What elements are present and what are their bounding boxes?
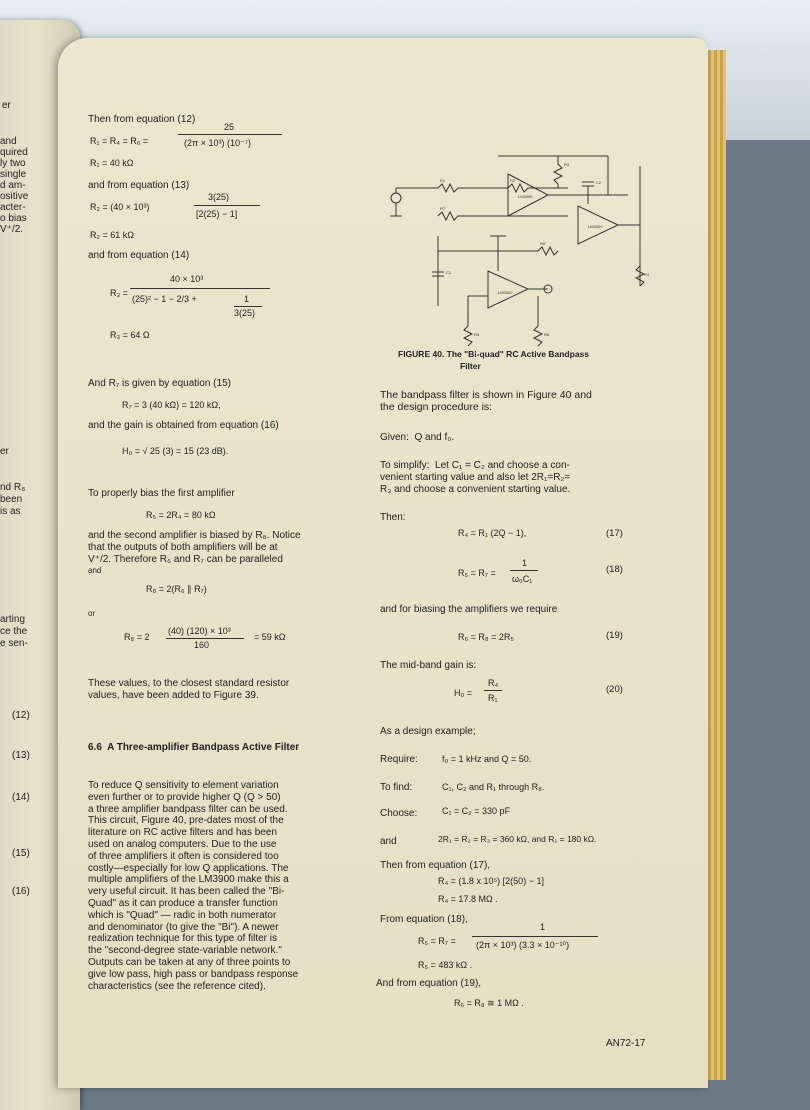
section-title: 6.6 A Three-amplifier Bandpass Active Filter: [88, 742, 300, 753]
eq13-bar: [194, 205, 260, 206]
eq12-num: 25: [224, 122, 235, 132]
require-value: f₀ = 1 kHz and Q = 50.: [442, 754, 532, 764]
figure-label: R8: [540, 241, 546, 246]
left-frag-12: been: [0, 494, 23, 505]
eq13-den: [2(25) − 1]: [196, 209, 238, 219]
r7-text: And R₇ is given by equation (15): [88, 378, 231, 389]
from19: And from equation (19),: [376, 978, 482, 989]
amp-label: LM3900: [518, 194, 533, 199]
section-line: which is "Quad" — radic in both numerator: [88, 909, 277, 921]
section-line: To reduce Q sensitivity to element variation: [88, 780, 279, 791]
values-line: values, have been added to Figure 39.: [88, 689, 259, 701]
col2-intro: [380, 390, 592, 414]
r5-lhs: R₅ = R₇ =: [418, 936, 456, 946]
left-frag-16: e sen-: [0, 638, 28, 649]
eq17: R₄ = R₁ (2Q − 1),: [458, 528, 527, 538]
left-frag-18: (13): [12, 750, 30, 761]
simplify-line: venient starting value and also let 2R₁=R₂=: [380, 471, 571, 483]
figure-40-schematic: [378, 126, 658, 346]
and-value: 2R₁ = R₂ = R₃ = 360 kΩ, and R₁ = 180 kΩ.: [438, 834, 597, 844]
choose-value: C₁ = C₂ = 330 pF: [442, 806, 511, 816]
second-amp-line: that the outputs of both amplifiers will be at: [88, 541, 278, 553]
left-frag-14: arting: [0, 614, 26, 625]
bias-text: To properly bias the first amplifier: [88, 488, 235, 499]
eq14-sub-bar: [234, 306, 262, 307]
figure-label: R5: [474, 332, 480, 337]
simplify-line: To simplify: Let C₁ = C₂ and choose a con-: [380, 460, 570, 471]
left-frag-20: (15): [12, 848, 30, 859]
section-line: literature on RC active filters and has been: [88, 827, 277, 839]
left-frag-1: and: [0, 136, 17, 147]
eq-r8b-bar: [166, 638, 244, 639]
r6-result: R₆ = R₈ ≅ 1 MΩ .: [454, 998, 524, 1008]
book-page: [58, 38, 708, 1088]
eq12-bar: [178, 134, 282, 135]
section-line: very useful circuit. It has been called the "Bi-: [88, 886, 285, 898]
figure-label: R3: [564, 162, 570, 167]
section-line: Outputs can be taken at any of three points to: [88, 956, 291, 968]
amp-label: LM3900: [588, 224, 603, 229]
eq13-lhs: R₂ = (40 × 10³): [90, 202, 150, 212]
eq13-result: R₂ = 61 kΩ: [90, 230, 134, 240]
eq-r5: R₅ = 2R₄ = 80 kΩ: [146, 510, 216, 520]
eq15: R₇ = 3 (40 kΩ) = 120 kΩ,: [122, 400, 221, 410]
col2-intro-line: The bandpass filter is shown in Figure 40 and: [380, 389, 592, 401]
r5-num: 1: [540, 922, 546, 932]
figure-label: C2: [596, 180, 602, 185]
eq-r8: R₈ = 2(R₆ ∥ R₇): [146, 584, 207, 594]
second-amp-line: and the second amplifier is biased by R₈. Notice: [88, 530, 301, 541]
left-frag-2: quired: [0, 147, 28, 158]
simplify-para: [380, 460, 570, 495]
left-frag-11: nd R₈: [0, 482, 26, 493]
eq20-bar: [484, 690, 502, 691]
section-line: realization technique for this type of filter is: [88, 933, 277, 945]
left-frag-15: ce the: [0, 626, 28, 637]
eq20-number: (20): [606, 684, 623, 695]
eq18-lhs: R₅ = R₇ =: [458, 568, 496, 578]
values-line: These values, to the closest standard resistor: [88, 678, 290, 689]
tofind-label: To find:: [380, 782, 413, 793]
col2-intro-line: the design procedure is:: [380, 400, 493, 413]
figure-label: C1: [446, 270, 452, 275]
from17: Then from equation (17),: [380, 860, 491, 871]
amp-label: LM3900: [498, 290, 513, 295]
and-label: and: [380, 836, 397, 847]
then-label: Then:: [380, 512, 406, 523]
eq20-num: R₄: [488, 678, 499, 688]
eq16: H₀ = √ 25 (3) = 15 (23 dB).: [122, 446, 229, 456]
given: Given: Q and f₀.: [380, 432, 455, 443]
section-line: This circuit, Figure 40, pre-dates most of the: [88, 815, 284, 827]
left-frag-17: (12): [12, 710, 30, 721]
left-frag-5: d am-: [0, 180, 26, 191]
section-line: of three amplifiers it often is considered too: [88, 850, 279, 862]
section-line: used on analog computers. Due to the use: [88, 838, 277, 850]
figure-label: R7: [440, 206, 446, 211]
r5-den: (2π × 10³) (3.3 × 10⁻¹⁰): [476, 940, 570, 950]
r4-eq-a: R₄ = (1.8 x 10⁵) [2(50) − 1]: [438, 876, 544, 886]
second-amp-line: V⁺/2. Therefore R₆ and R₇ can be paralleled: [88, 553, 283, 565]
values-para: [88, 678, 289, 702]
eq12-den: (2π × 10³) (10⁻⁷): [184, 138, 251, 148]
section-line: give low pass, high pass or bandpass response: [88, 968, 299, 980]
eq17-number: (17): [606, 528, 623, 539]
section-line: a three amplifier bandpass filter can be used.: [88, 803, 288, 815]
r4-eq-b: R₄ = 17.8 MΩ .: [438, 894, 498, 904]
left-frag-21: (16): [12, 886, 30, 897]
eq-r8b-lhs: R₈ = 2: [124, 632, 150, 642]
eq20-den: R₁: [488, 693, 498, 703]
figure-label: R2: [510, 178, 516, 183]
left-frag-3: ly two: [0, 158, 26, 169]
eq12-lhs: R₁ = R₄ = R₆ =: [90, 136, 149, 146]
eq19-number: (19): [606, 630, 623, 641]
left-frag-7: acter-: [0, 202, 26, 213]
eq20-lhs: H₀ =: [454, 688, 472, 698]
tofind-value: C₁, C₂ and R₁ through R₈.: [442, 782, 545, 792]
figure-label: R6: [544, 332, 550, 337]
eq14-den: (25)² − 1 − 2/3 +: [132, 294, 197, 304]
left-frag-10: er: [0, 446, 9, 457]
left-frag-9: V⁺/2.: [0, 224, 24, 235]
left-frag-19: (14): [12, 792, 30, 803]
eq14-lhs: R₃ =: [110, 288, 128, 298]
eq14-num: 40 × 10³: [170, 274, 204, 284]
eq18-num: 1: [522, 558, 528, 568]
bias-req: and for biasing the amplifiers we require: [380, 604, 558, 615]
eq18-den: ω₀C₁: [512, 574, 533, 584]
choose-label: Choose:: [380, 808, 418, 819]
section-body: [88, 780, 298, 992]
from14: and from equation (14): [88, 250, 190, 261]
col1-intro: Then from equation (12): [88, 114, 196, 125]
left-frag-4: single: [0, 169, 27, 180]
gain-text: and the gain is obtained from equation (16): [88, 420, 279, 431]
eq18-bar: [510, 570, 538, 571]
second-amp-para: [88, 530, 301, 577]
eq-r8b-num: (40) (120) × 10³: [168, 626, 231, 636]
eq14-result: R₃ = 64 Ω: [110, 330, 150, 340]
r5-result: R₅ = 483 kΩ .: [418, 960, 473, 970]
require-label: Require:: [380, 754, 418, 765]
eq-r8b-den: 160: [194, 640, 210, 650]
eq14-bar: [130, 288, 270, 289]
simplify-line: R₃ and choose a convenient starting value.: [380, 483, 571, 495]
midband: The mid-band gain is:: [380, 660, 477, 671]
eq14-sub-den: 3(25): [234, 308, 256, 318]
r5-bar: [472, 936, 598, 937]
left-frag-13: is as: [0, 506, 21, 517]
figure-label: R4: [644, 272, 650, 277]
section-line: multiple amplifiers of the LM3900 make this a: [88, 874, 289, 886]
section-line: characteristics (see the reference cited).: [88, 980, 266, 992]
section-line: and denominator (to give the "Bi"). A newer: [88, 921, 279, 933]
eq-r8b-result: = 59 kΩ: [254, 632, 286, 642]
figure-caption-2: Filter: [460, 361, 481, 371]
second-amp-line: and: [88, 566, 102, 576]
figure-caption: FIGURE 40. The "Bi-quad" RC Active Bandpass: [398, 349, 590, 359]
eq13-num: 3(25): [208, 192, 230, 202]
figure-label: R1: [440, 178, 446, 183]
or-text: or: [88, 609, 96, 618]
biquad-schematic: [378, 126, 658, 346]
left-frag-0: er: [2, 100, 11, 111]
section-line: costly—especially for low Q applications. The: [88, 862, 289, 874]
from18: From equation (18),: [380, 914, 468, 925]
section-line: Quad" as it can produce a transfer function: [88, 897, 278, 909]
section-line: even further or to provide higher Q (Q > 50): [88, 791, 281, 803]
left-frag-6: ositive: [0, 191, 29, 202]
left-frag-8: o bias: [0, 213, 27, 224]
page-footer: AN72-17: [606, 1038, 646, 1049]
eq18-number: (18): [606, 564, 623, 575]
eq19: R₆ = R₈ = 2R₅: [458, 632, 515, 642]
eq12-result: R₁ = 40 kΩ: [90, 158, 134, 168]
example: As a design example;: [380, 726, 476, 737]
from13: and from equation (13): [88, 180, 190, 191]
eq14-sub-num: 1: [244, 294, 250, 304]
section-line: the "second-degree state-variable network.": [88, 945, 282, 957]
